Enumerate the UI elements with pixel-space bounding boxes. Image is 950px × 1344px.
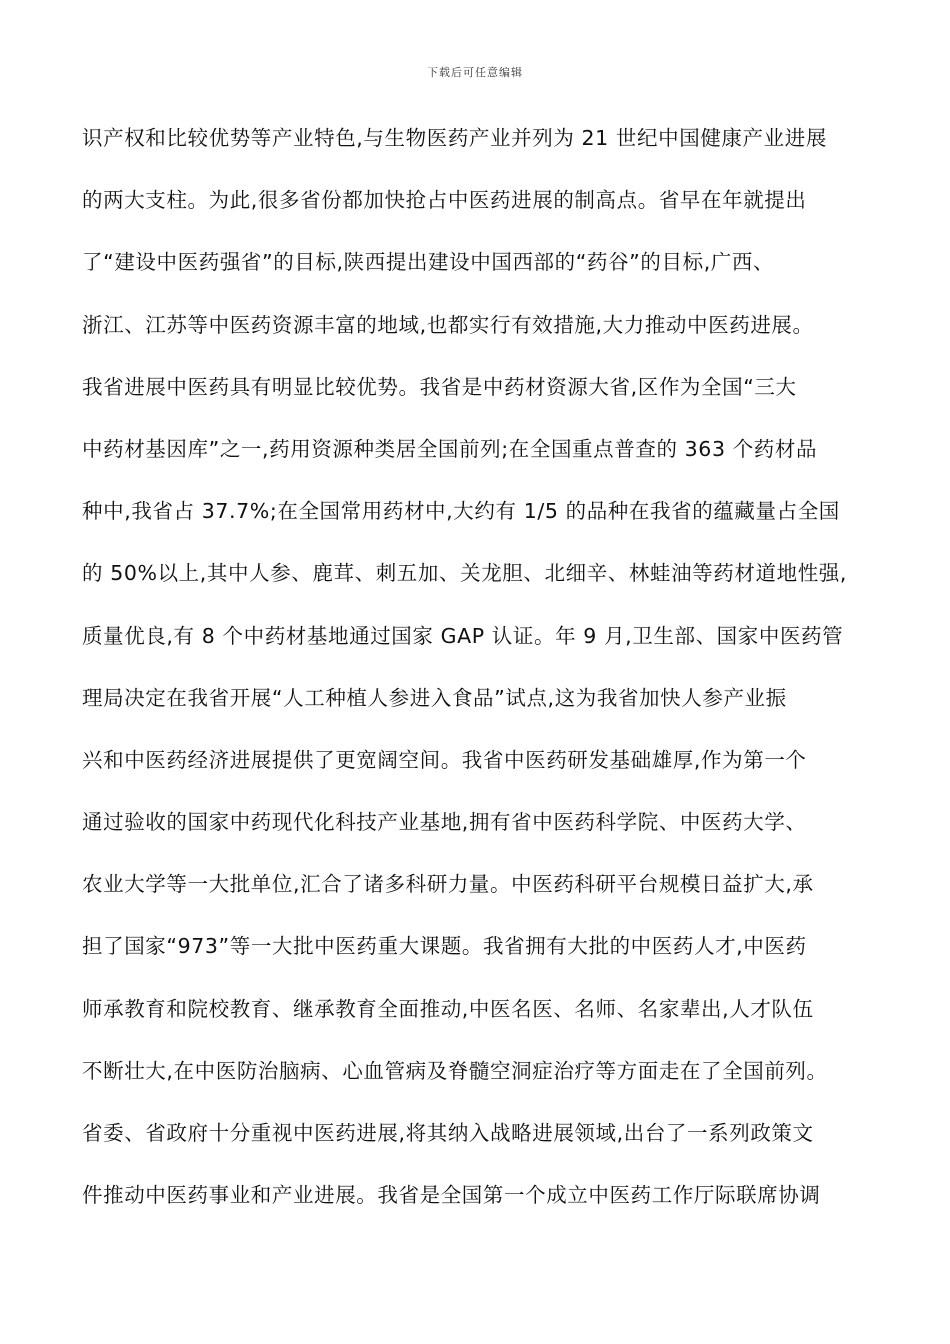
body-text xyxy=(82,116,882,1235)
text-line: 的两大支柱。为此,很多省份都加快抢占中医药进展的制高点。省早在年就提出 xyxy=(82,188,807,213)
text-line: 质量优良,有 8 个中药材基地通过国家 GAP 认证。年 9 月,卫生部、国家中医药管 xyxy=(82,623,844,648)
text-line: 农业大学等一大批单位,汇合了诸多科研力量。中医药科研平台规模日益扩大,承 xyxy=(82,872,814,897)
page-header: 下载后可任意编辑 xyxy=(427,66,523,79)
text-line: 了“建设中医药强省”的目标,陕西提出建设中国西部的“药谷”的目标,广西、 xyxy=(82,250,775,275)
text-line: 理局决定在我省开展“人工种植人参进入食品”试点,这为我省加快人参产业振 xyxy=(82,685,787,710)
text-line: 兴和中医药经济进展提供了更宽阔空间。我省中医药研发基础雄厚,作为第一个 xyxy=(82,747,807,772)
text-line: 件推动中医药事业和产业进展。我省是全国第一个成立中医药工作厅际联席协调 xyxy=(82,1183,821,1208)
text-line: 不断壮大,在中医防治脑病、心血管病及脊髓空洞症治疗等方面走在了全国前列。 xyxy=(82,1058,828,1083)
text-line: 中药材基因库”之一,药用资源种类居全国前列;在全国重点普查的 363 个药材品 xyxy=(82,436,818,461)
text-line: 担了国家“973”等一大批中医药重大课题。我省拥有大批的中医药人才,中医药 xyxy=(82,934,807,959)
text-line: 省委、省政府十分重视中医药进展,将其纳入战略进展领域,出台了一系列政策文 xyxy=(82,1121,814,1145)
text-line: 种中,我省占 37.7%;在全国常用药材中,大约有 1/5 的品种在我省的蕴藏量占全国 xyxy=(82,499,840,524)
text-line: 浙江、江苏等中医药资源丰富的地域,也都实行有效措施,大力推动中医药进展。 xyxy=(82,312,814,337)
text-line: 通过验收的国家中药现代化科技产业基地,拥有省中医药科学院、中医药大学、 xyxy=(82,810,807,835)
text-line: 师承教育和院校教育、继承教育全面推动,中医名医、名师、名家辈出,人才队伍 xyxy=(82,996,814,1021)
text-line: 识产权和比较优势等产业特色,与生物医药产业并列为 21 世纪中国健康产业进展 xyxy=(82,126,827,150)
text-line: 我省进展中医药具有明显比较优势。我省是中药材资源大省,区作为全国“三大 xyxy=(82,374,797,399)
text-line: 的 50%以上,其中人参、鹿茸、刺五加、关龙胆、北细辛、林蛙油等药材道地性强, xyxy=(82,561,848,586)
